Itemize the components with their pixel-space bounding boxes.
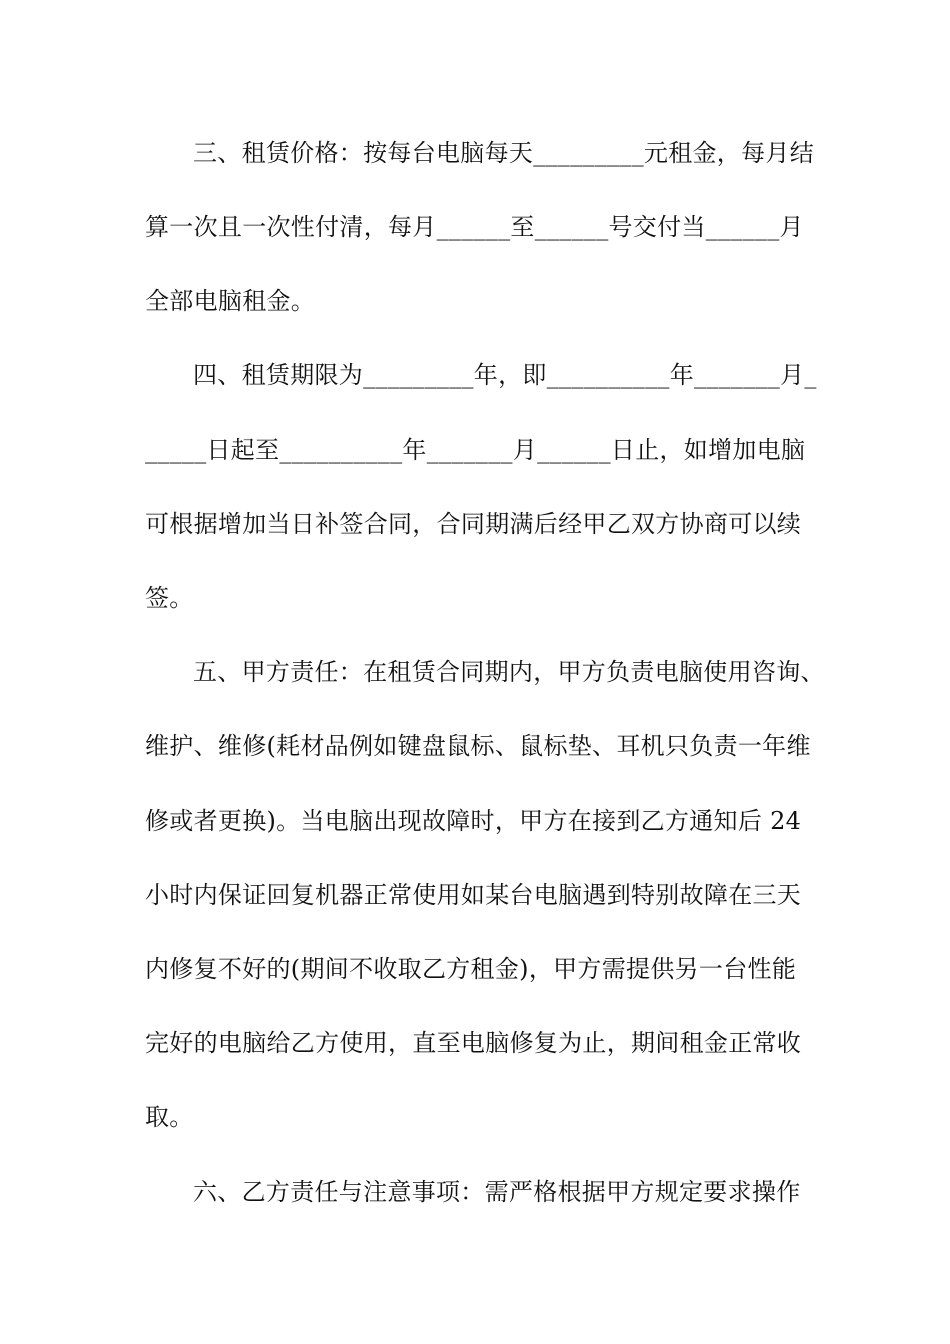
- clause-5-line-6: 完好的电脑给乙方使用，直至电脑修复为止，期间租金正常收: [145, 1029, 802, 1057]
- clause-5-line-5: 内修复不好的(期间不收取乙方租金)，甲方需提供另一台性能: [145, 955, 797, 983]
- clause-5-line-4: 小时内保证回复机器正常使用如某台电脑遇到特别故障在三天: [145, 881, 802, 909]
- clause-3-line-1: 三、租赁价格：按每台电脑每天_________元租金，每月结: [193, 139, 814, 167]
- clause-5-line-3: 修或者更换)。当电脑出现故障时，甲方在接到乙方通知后 24: [145, 807, 802, 835]
- clause-3-line-3: 全部电脑租金。: [145, 287, 316, 315]
- clause-3-line-2: 算一次且一次性付清，每月______至______号交付当______月: [145, 213, 804, 241]
- clause-4-line-1: 四、租赁期限为_________年，即__________年_______月_: [193, 361, 817, 389]
- clause-4-line-2: _____日起至__________年_______月______日止，如增加电脑: [145, 436, 806, 464]
- clause-5-line-1: 五、甲方责任：在租赁合同期内，甲方负责电脑使用咨询、: [193, 658, 825, 686]
- clause-4-line-3: 可根据增加当日补签合同，合同期满后经甲乙双方协商可以续: [145, 510, 802, 538]
- clause-5-line-2: 维护、维修(耗材品例如键盘鼠标、鼠标垫、耳机只负责一年维: [145, 732, 811, 760]
- clause-5-line-7: 取。: [145, 1103, 194, 1131]
- clause-4-line-4: 签。: [145, 584, 194, 612]
- clause-6-line-1: 六、乙方责任与注意事项：需严格根据甲方规定要求操作: [193, 1178, 801, 1206]
